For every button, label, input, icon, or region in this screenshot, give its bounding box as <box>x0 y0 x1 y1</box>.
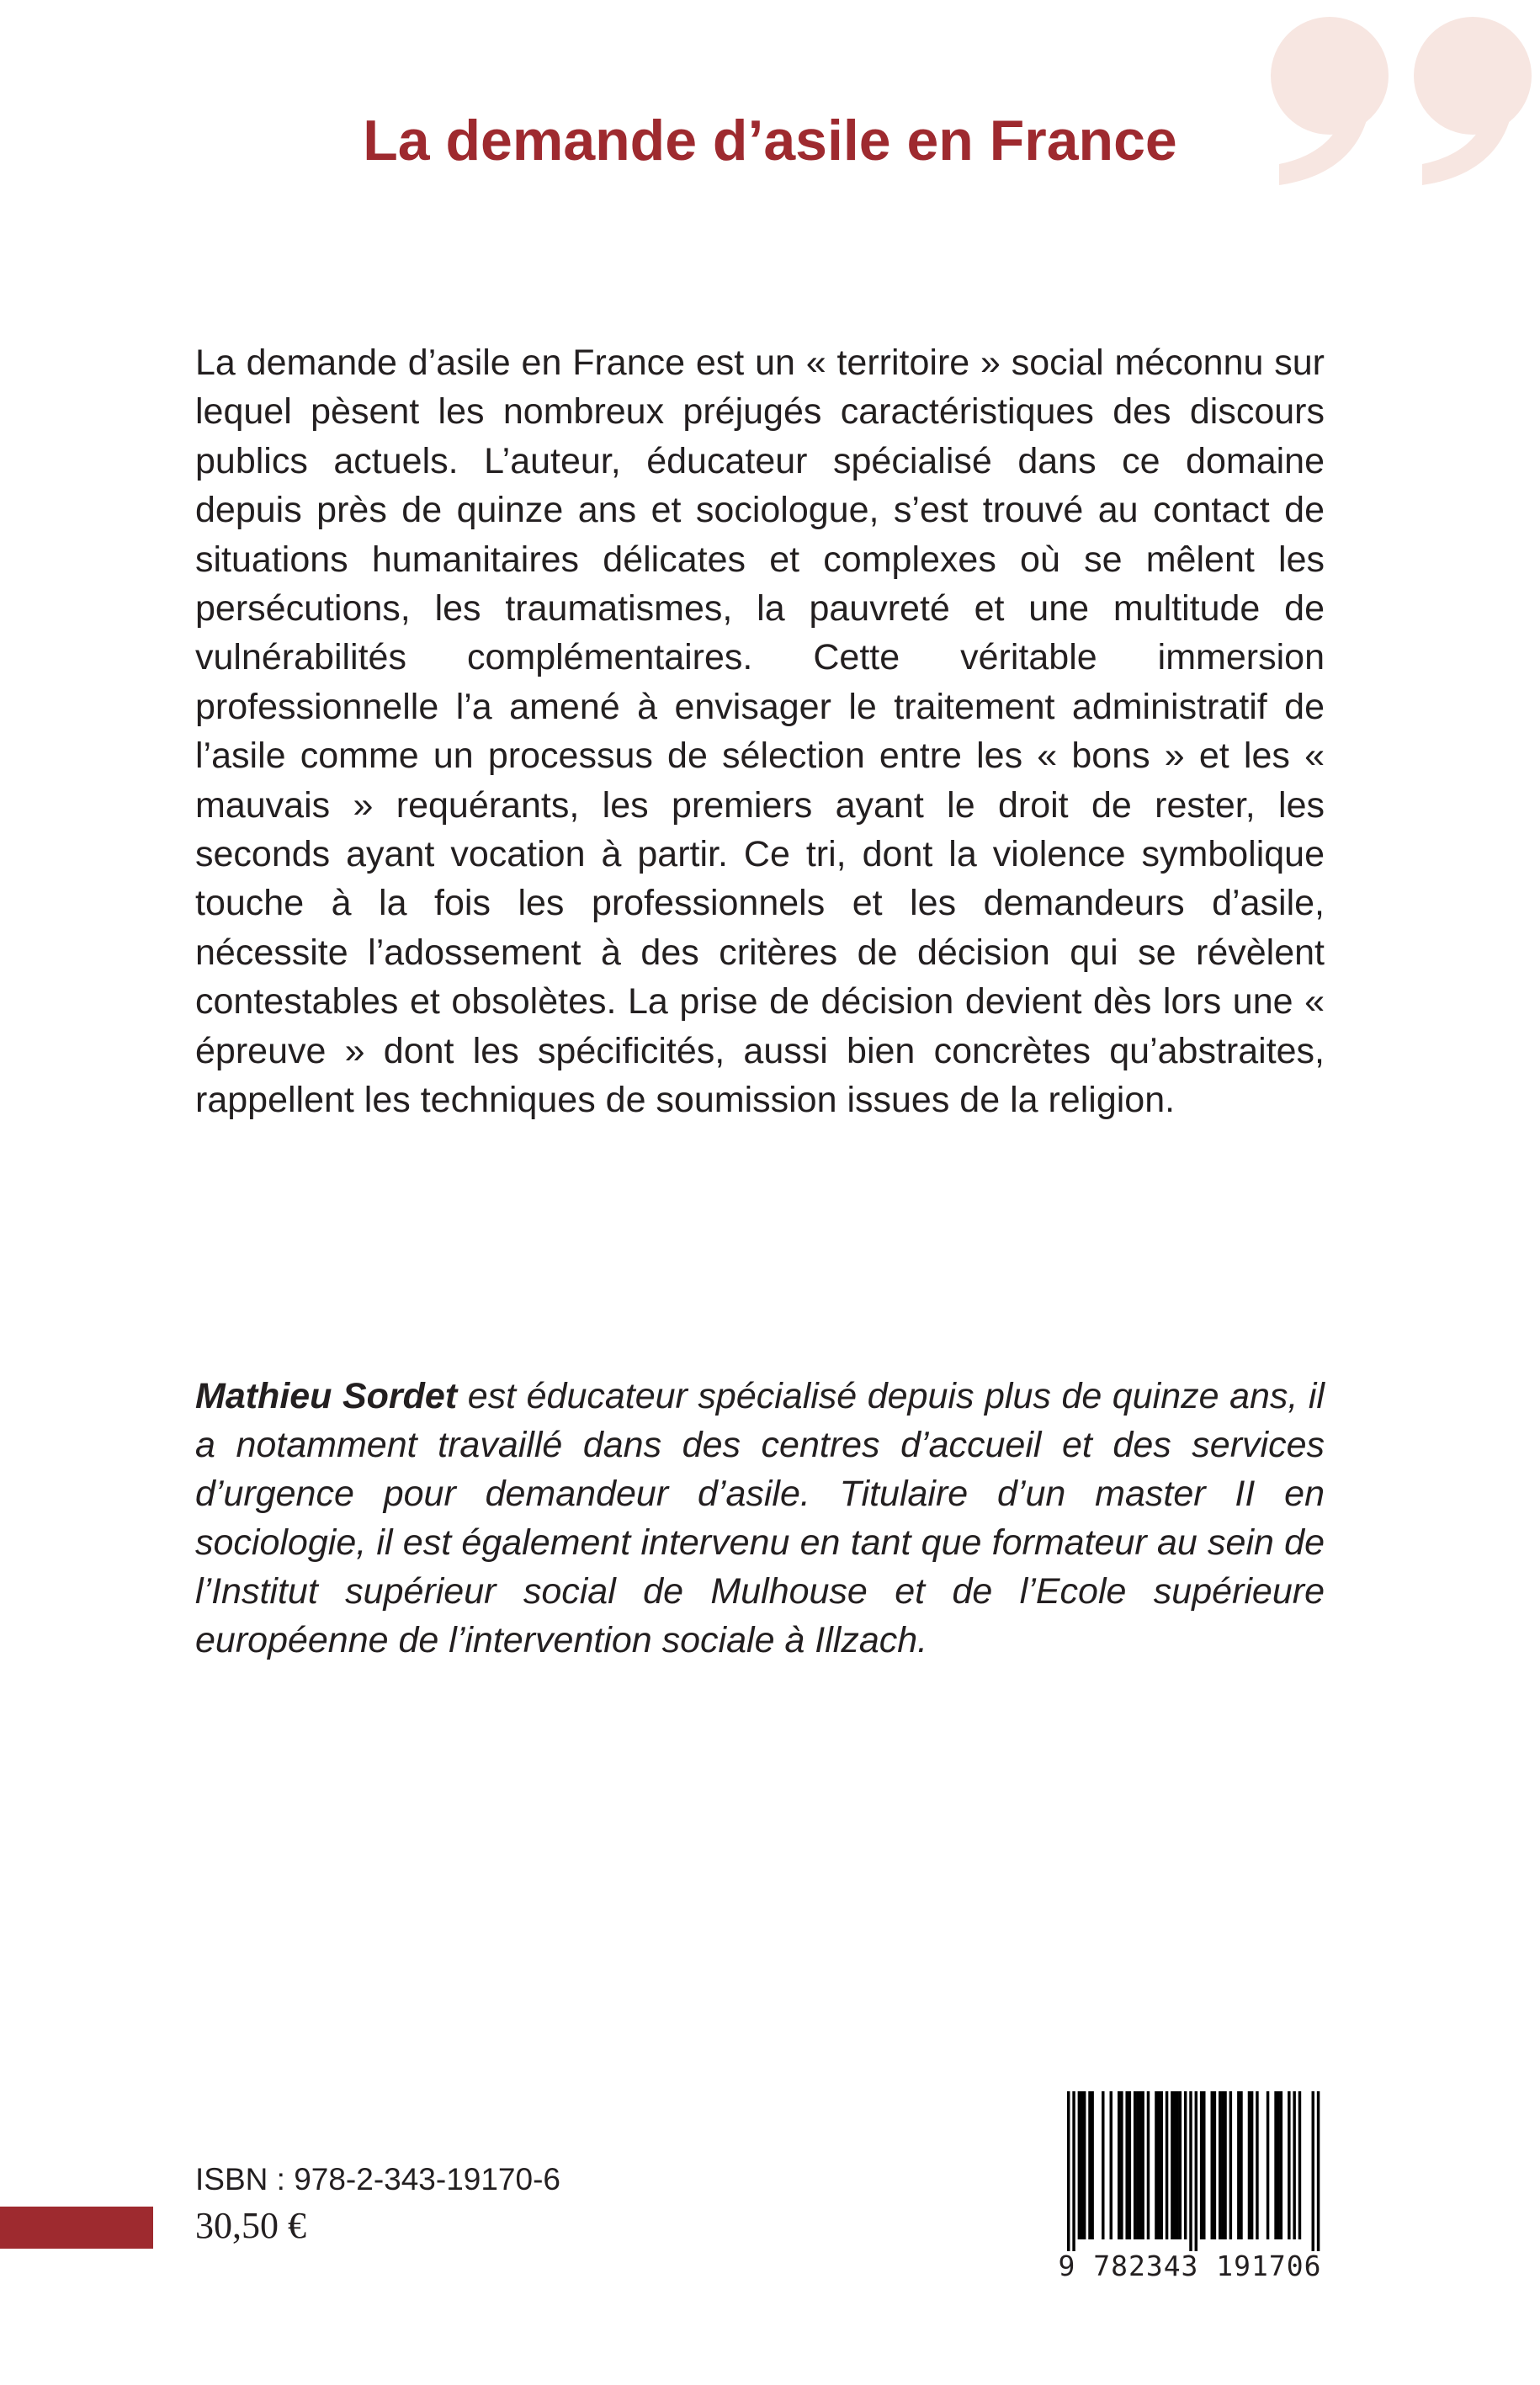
barcode-bar <box>1139 2091 1141 2239</box>
author-bio <box>195 1372 1325 1665</box>
author-name: Mathieu Sordet <box>195 1376 458 1416</box>
barcode-bar <box>1219 2091 1221 2239</box>
barcode-bar <box>1134 2091 1136 2239</box>
barcode-bar <box>1166 2091 1168 2239</box>
barcode-bar <box>1293 2091 1295 2239</box>
barcode-bar <box>1072 2091 1075 2251</box>
barcode-bar <box>1088 2091 1091 2239</box>
barcode <box>1055 2091 1325 2293</box>
synopsis-text: La demande d’asile en France est un « territoire » social méconnu sur lequel pèsent les nombreux préjugés caractéristiques des discours publics actuels. L’auteur, éducateur spécialisé dans ce domaine depuis près de quinze ans et sociologue, s’est trouvé au contact de situations humanitaires délicates et complexes où se mêlent les persécutions, les traumatismes, la pauvreté et une multitude de vulnérabilités complémentaires. Cette véritable immersion professionnelle l’a amené à envisager le traitement administratif de l’asile comme un processus de sélection entre les « bons » et les « mauvais » requérants, les premiers ayant le droit de rester, les seconds ayant vocation à partir. Ce tri, dont la violence symbolique touche à la fois les professionnels et les demandeurs d’asile, nécessite l’adossement à des critères de décision qui se révèlent contestables et obsolètes. La prise de décision devient dès lors une « épreuve » dont les spécificités, aussi bien concrètes qu’abstraites, rappellent les techniques de soumission issues de la religion. <box>195 343 1325 1121</box>
barcode-bar <box>1136 2091 1139 2239</box>
barcode-bar <box>1078 2091 1081 2239</box>
barcode-bar <box>1147 2091 1150 2239</box>
barcode-bar <box>1091 2091 1093 2239</box>
barcode-bar <box>1229 2091 1232 2239</box>
barcode-bar <box>1128 2091 1131 2239</box>
barcode-number: 9 782343 191706 <box>1058 2250 1322 2282</box>
barcode-bar <box>1171 2091 1173 2239</box>
price-label: 30,50 € <box>195 2205 306 2246</box>
barcode-bar <box>1120 2091 1123 2239</box>
barcode-bar <box>1155 2091 1157 2239</box>
barcode-bar <box>1221 2091 1224 2239</box>
accent-band <box>0 2207 153 2249</box>
barcode-bar <box>1267 2091 1269 2239</box>
barcode-bar <box>1179 2091 1182 2239</box>
barcode-bar <box>1176 2091 1178 2239</box>
barcode-bar <box>1274 2091 1277 2239</box>
isbn-label: ISBN : 978-2-343-19170-6 <box>195 2162 560 2196</box>
barcode-bar <box>1110 2091 1113 2239</box>
barcode-bar <box>1280 2091 1282 2239</box>
barcode-bar <box>1211 2091 1213 2239</box>
barcode-bar <box>1083 2091 1086 2239</box>
barcode-bar <box>1157 2091 1160 2239</box>
barcode-bar <box>1251 2091 1253 2239</box>
author-bio-text: est éducateur spécialisé depuis plus de quinze ans, il a notamment travaillé dans des centres d’accueil et des services d’urgence pour demandeur d’asile. Titulaire d’un master II en sociologie, il est également intervenu en tant que formateur au sein de l’Institut supérieur social de Mulhouse et de l’Ecole supérieure européenne de l’intervention sociale à Illzach. <box>195 1376 1325 1660</box>
barcode-bar <box>1173 2091 1176 2239</box>
barcode-bar <box>1248 2091 1251 2239</box>
barcode-bar <box>1288 2091 1290 2239</box>
barcode-bar <box>1203 2091 1205 2239</box>
barcode-bar <box>1312 2091 1314 2251</box>
barcode-bar <box>1213 2091 1216 2239</box>
barcode-bar <box>1102 2091 1104 2239</box>
barcode-bar <box>1125 2091 1128 2239</box>
barcode-bar <box>1160 2091 1163 2239</box>
barcode-icon <box>1055 2091 1325 2251</box>
barcode-bar <box>1298 2091 1301 2239</box>
barcode-bar <box>1237 2091 1240 2239</box>
barcode-bar <box>1184 2091 1187 2239</box>
barcode-bar <box>1189 2091 1192 2251</box>
barcode-bar <box>1200 2091 1203 2239</box>
barcode-bar <box>1081 2091 1083 2239</box>
barcode-bar <box>1118 2091 1120 2239</box>
barcode-bar <box>1224 2091 1226 2239</box>
barcode-bar <box>1195 2091 1197 2251</box>
book-title: La demande d’asile en France <box>363 109 1177 173</box>
barcode-bar <box>1240 2091 1242 2239</box>
barcode-bar <box>1317 2091 1320 2251</box>
barcode-bar <box>1277 2091 1279 2239</box>
barcode-bar <box>1256 2091 1258 2239</box>
barcode-bar <box>1067 2091 1070 2251</box>
barcode-bar <box>1141 2091 1144 2239</box>
